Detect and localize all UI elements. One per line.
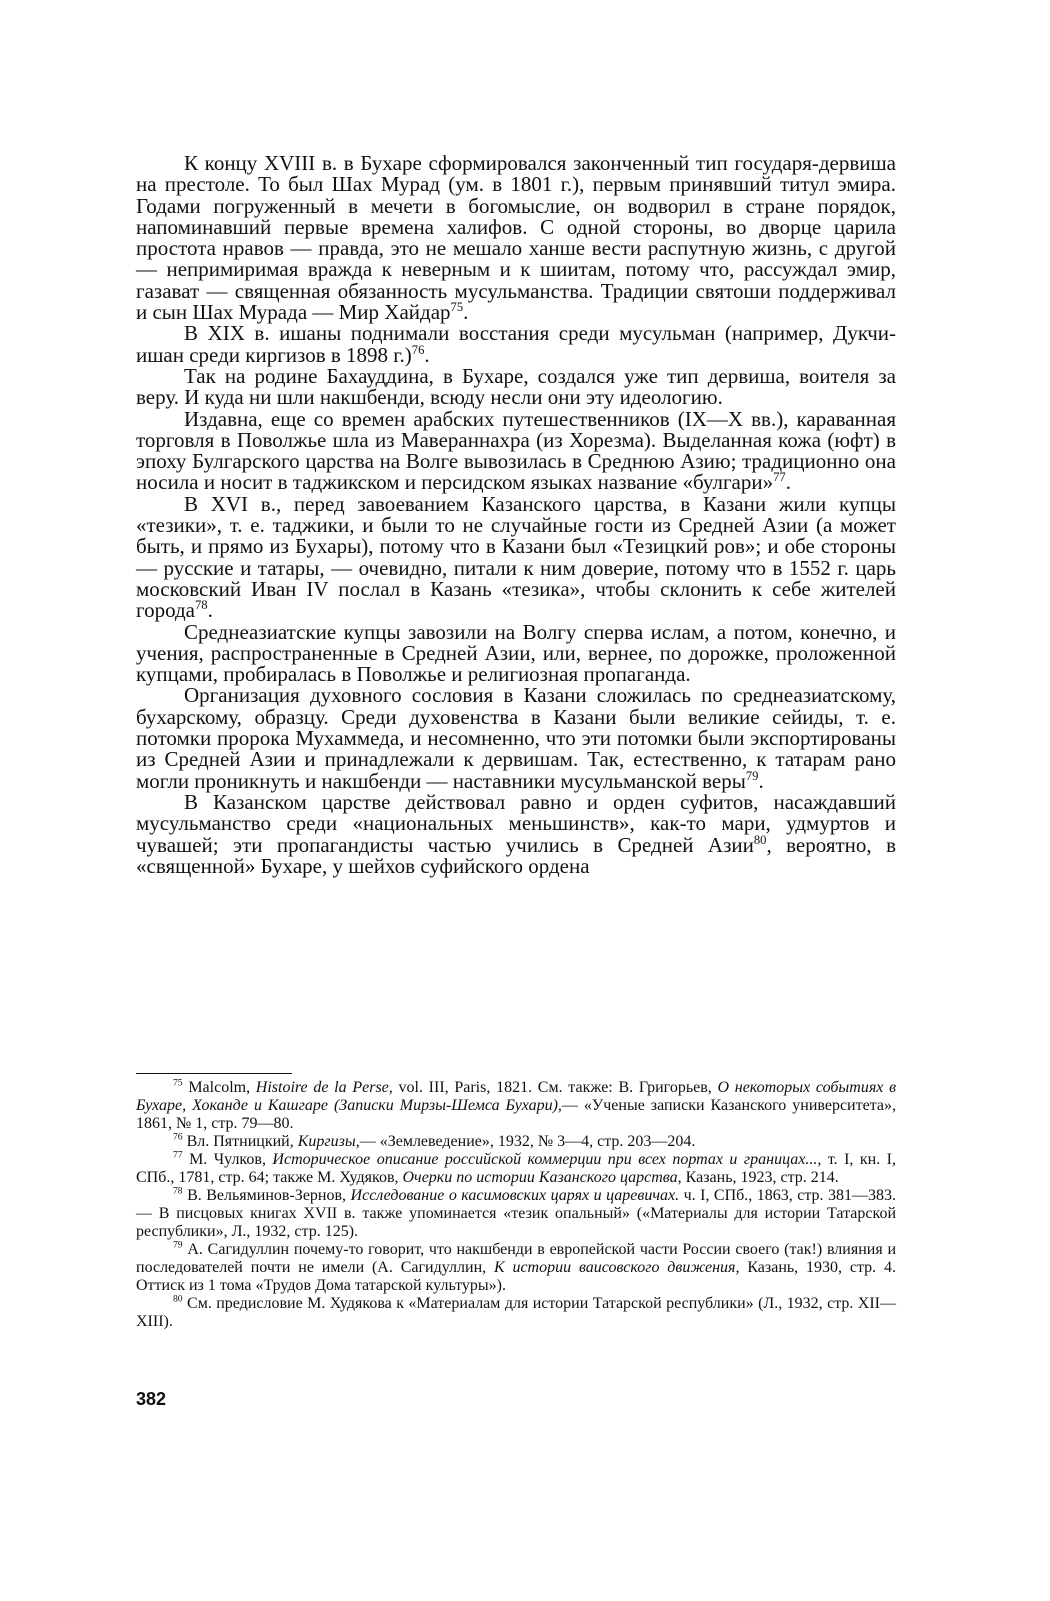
footnote-number: 80 (173, 1293, 183, 1305)
footnote-text: Казань, 1923, стр. 214. (681, 1169, 839, 1186)
paragraph-text: В Казанском царстве действовал равно и орден суфитов, насаждавший мусульманство среди «национальных меньшинств», как-то мари, удмуртов и чувашей; эти пропагандисты частью учились в Средней Азии (136, 789, 896, 857)
footnote-ref: 80 (753, 832, 767, 847)
footnote-number: 76 (173, 1131, 183, 1143)
footnote-number: 77 (173, 1149, 183, 1161)
footnote-number: 79 (173, 1239, 183, 1251)
footnote-text: А. Сагидуллин почему-то говорит, что накшбенди в европейской части России своего (так!) влияния и последователей почти не имели (А. Сагидуллин, (136, 1241, 897, 1276)
footnote (136, 1241, 896, 1295)
paragraph-tail: , вероятно, в «священной» Бухаре, у шейхов суфийского ордена (136, 832, 896, 878)
footnote (136, 1295, 896, 1331)
footnote-ref: 77 (773, 470, 786, 485)
footnote (136, 1151, 896, 1187)
footnote (136, 1133, 896, 1151)
page-number: 382 (136, 1389, 167, 1409)
paragraph-tail: . (463, 300, 469, 325)
paragraph (136, 491, 896, 623)
footnote-text: См. предисловие М. Худякова к «Материалам для истории Татарской республики» (Л., 1932, стр. XII—XIII). (136, 1295, 897, 1330)
footnotes (136, 1079, 896, 1331)
paragraph-text: Организация духовного сословия в Казани сложилась по среднеазиатскому, бухарскому, образцу. Среди духовенства в Казани были великие сейиды, т. е. потомки пророка Мухаммеда, и несомненно, что эти потомки были экспортированы из Средней Азии и принадлежали к дервишам. Так, естественно, к татарам рано могли проникнуть и накшбенди — наставники мусульманской веры (136, 683, 896, 793)
footnote-ref: 75 (450, 300, 464, 315)
footnote-text: В. Вельяминов-Зернов, (187, 1187, 351, 1204)
footnote-text: Казань, 1930, стр. 4. Оттиск из 1 тома «Трудов Дома татарской культуры»). (136, 1259, 896, 1294)
footnote-text: т. I, кн. I, СПб., 1781, стр. 64; также М. Худяков, (136, 1151, 897, 1186)
main-text (136, 153, 896, 877)
footnote-title: Histoire de la Perse, (255, 1079, 393, 1096)
footnote-ref: 76 (411, 342, 425, 357)
paragraph-text: В XIX в. ишаны поднимали восстания среди мусульман (например, Дукчи-ишан среди киргизов в 1898 г.) (136, 321, 896, 367)
paragraph-tail: . (207, 598, 213, 623)
footnote-text: Вл. Пятницкий, (186, 1133, 298, 1150)
paragraph (136, 406, 896, 495)
paragraph-tail: . (785, 470, 791, 495)
footnote-text: М. Чулков, (189, 1151, 273, 1168)
paragraph (136, 153, 896, 323)
footnote-text: vol. III, Paris, 1821. См. также: В. Григорьев, (392, 1079, 718, 1096)
footnote-ref: 79 (745, 768, 759, 783)
footnote-title: Очерки по истории Казанского царства, (402, 1169, 682, 1186)
paragraph (136, 685, 896, 791)
footnote-text: Malcolm, (188, 1079, 256, 1096)
footnote (136, 1079, 896, 1133)
paragraph-text: Так на родине Бахауддина, в Бухаре, создался уже тип дервиша, воителя за веру. И куда ни шли накшбенди, всюду несли они эту идеологию. (136, 363, 896, 410)
paragraph-text: Среднеазиатские купцы завозили на Волгу сперва ислам, а потом, конечно, и учения, распространенные в Средней Азии, или, вернее, по дорожке, проложенной купцами, пробиралась в Поволжье и религиозная пропаганда. (136, 619, 896, 687)
paragraph-tail: . (424, 342, 430, 367)
paragraph-tail: . (758, 768, 764, 793)
footnote (136, 1187, 896, 1241)
paragraph (136, 789, 896, 878)
paragraph-text: Издавна, еще со времен арабских путешественников (IX—X вв.), караванная торговля в Поволжье шла из Мавераннахра (из Хорезма). Выделанная кожа (юфт) в эпоху Булгарского царства на Волге вывозилась в Среднюю Азию; традиционно она носила и носит в таджикском и персидском языках название «булгари» (136, 406, 896, 495)
paragraph-text: К концу XVIII в. в Бухаре сформировался законченный тип государя-дервиша на престоле. То был Шах Мурад (ум. в 1801 г.), первым принявший титул эмира. Годами погруженный в мечети в богомыслие, он водворил в стране порядок, напоминавший первые времена халифов. С одной стороны, во дворце царила простота нравов — правда, это не мешало ханше вести распутную жизнь, с другой — непримиримая вражда к неверным и к шиитам, потому что, рассуждал эмир, газават — священная обязанность мусульманства. Традиции святоши поддерживал и сын Шах Мурада — Мир Хайдар (136, 151, 896, 325)
footnote-text: ч. I, СПб., 1863, стр. 381—383.— В писцовых книгах XVII в. также упоминается «тезик опальный» («Материалы для истории Татарской республики», Л., 1932, стр. 125). (136, 1187, 897, 1240)
paragraph (136, 619, 896, 687)
footnote-title: Исследование о касимовских царях и царевичах. (350, 1187, 680, 1204)
footnote-title: Киргизы, (297, 1133, 360, 1150)
footnote-title: О некоторых событиях в Бухаре, Хоканде и Кашгаре (Записки Мирзы-Шемса Бухари), (136, 1079, 897, 1114)
footnote-title: Историческое описание российской коммерции при всех портах и границах..., (272, 1151, 822, 1168)
footnote-number: 75 (173, 1077, 183, 1089)
footnote-text: — «Землеведение», 1932, № 3—4, стр. 203—204. (359, 1133, 696, 1150)
footnote-title: К истории ваисовского движения, (493, 1259, 740, 1276)
footnote-rule (136, 1073, 292, 1074)
paragraph (136, 363, 896, 410)
paragraph-text: В XVI в., перед завоеванием Казанского царства, в Казани жили купцы «тезики», т. е. таджики, и были то не случайные гости из Средней Азии (а может быть, и прямо из Бухары), потому что в Казани был «Тезицкий ров»; и обе стороны — русские и татары, — очевидно, питали к ним доверие, потому что в 1552 г. царь московский Иван IV послал в Казань «тезика», чтобы склонить к себе жителей города (136, 491, 896, 623)
footnote-text: — «Ученые записки Казанского университета», 1861, № 1, стр. 79—80. (136, 1097, 897, 1132)
footnote-number: 78 (173, 1185, 183, 1197)
footnote-ref: 78 (195, 598, 208, 613)
paragraph (136, 323, 896, 366)
